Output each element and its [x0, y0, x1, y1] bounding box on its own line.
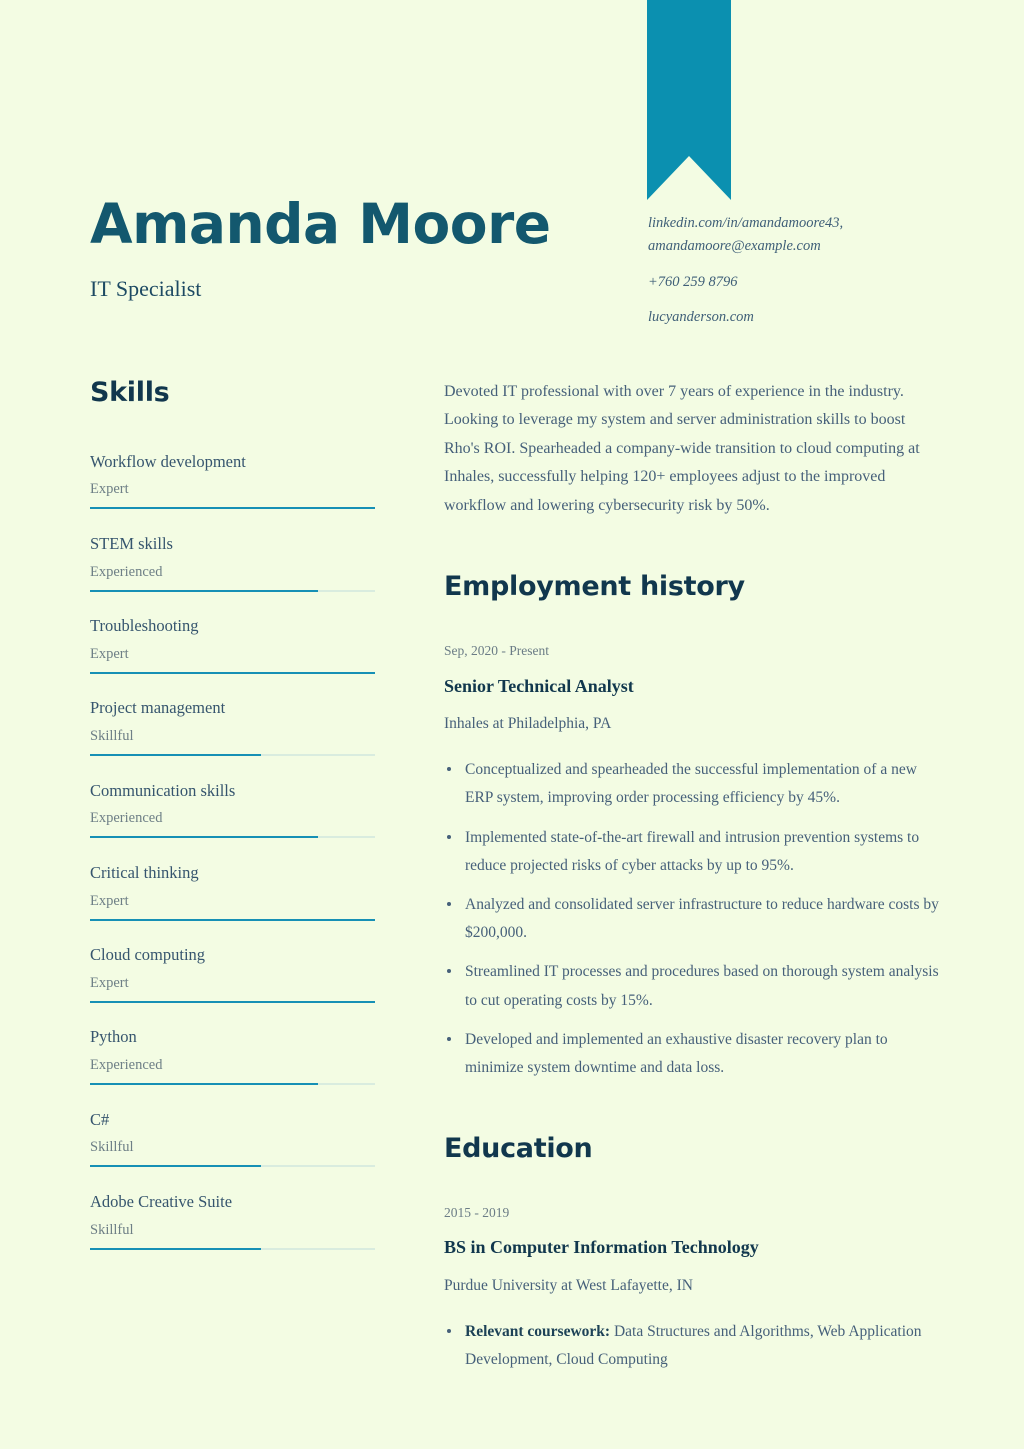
bullet-item: Developed and implemented an exhaustive disaster recovery plan to minimize system downtime and data loss. [444, 1026, 940, 1082]
experience-entry [444, 642, 940, 1082]
skill-rating-fill [90, 672, 375, 674]
skill-level: Skillful [90, 1221, 134, 1238]
profile-summary: Devoted IT professional with over 7 years of experience in the industry. Looking to leverage my system and server administration skills to boost Rho's ROI. Spearheaded a company-wide transition to cloud computing at Inhales, successfully helping 120+ employees adjust to the improved workflow and lowering cybersecurity risk by 50%. [444, 383, 920, 514]
skill-item [90, 698, 376, 756]
skill-rating-fill [90, 507, 375, 509]
entry-organization: Purdue University at West Lafayette, IN [444, 1276, 693, 1294]
skill-level: Experienced [90, 1057, 163, 1074]
skill-rating-bar [90, 919, 375, 921]
education-entries [444, 1204, 940, 1374]
contact-block [648, 212, 938, 330]
skill-rating-bar [90, 1083, 375, 1085]
skill-item [90, 534, 376, 592]
section-title-employment: Employment history [444, 571, 745, 603]
skill-item [90, 1110, 376, 1168]
skill-level: Expert [90, 645, 129, 662]
entry-title: Senior Technical Analyst [444, 675, 634, 696]
skill-name: Troubleshooting [90, 616, 199, 636]
contact-line[interactable]: lucyanderson.com [648, 309, 754, 326]
skill-name: Critical thinking [90, 862, 199, 882]
contact-line[interactable]: +760 259 8796 [648, 273, 738, 290]
entry-bullets [444, 756, 940, 1082]
education-section [444, 1134, 940, 1374]
employment-entries [444, 642, 940, 1082]
skill-name: Adobe Creative Suite [90, 1191, 233, 1211]
skill-rating-bar [90, 836, 375, 838]
entry-title: BS in Computer Information Technology [444, 1237, 759, 1258]
skill-rating-fill [90, 1083, 318, 1085]
skill-level: Expert [90, 974, 129, 991]
experience-entry [444, 1204, 940, 1374]
skill-rating-bar [90, 1165, 375, 1167]
section-title-education: Education [444, 1133, 593, 1165]
skill-level: Skillful [90, 1139, 134, 1156]
bullet-item: Analyzed and consolidated server infrastructure to reduce hardware costs by $200,000. [444, 891, 940, 947]
skill-level: Experienced [90, 810, 163, 827]
entry-date: 2015 - 2019 [444, 1204, 510, 1220]
bullet-item: Implemented state-of-the-art firewall and intrusion prevention systems to reduce projected risks of cyber attacks by up to 95%. [444, 824, 940, 880]
skill-rating-bar [90, 507, 375, 509]
skill-rating-fill [90, 754, 261, 756]
skill-name: Workflow development [90, 451, 246, 471]
skill-rating-fill [90, 590, 318, 592]
entry-date: Sep, 2020 - Present [444, 643, 549, 659]
entry-organization: Inhales at Philadelphia, PA [444, 714, 612, 732]
skill-level: Expert [90, 892, 129, 909]
skill-level: Expert [90, 481, 129, 498]
skill-item [90, 863, 376, 921]
skill-name: Python [90, 1027, 137, 1047]
skill-rating-bar [90, 754, 375, 756]
skill-level: Experienced [90, 563, 163, 580]
skill-item [90, 781, 376, 839]
bullet-item: Relevant coursework: Data Structures and Algorithms, Web Application Development, Cloud Computing [444, 1318, 940, 1374]
skill-item [90, 616, 376, 674]
section-title-skills: Skills [90, 377, 170, 408]
sidebar-column [90, 378, 376, 1274]
skill-name: C# [90, 1109, 110, 1129]
bullet-item: Streamlined IT processes and procedures based on thorough system analysis to cut operating costs by 15%. [444, 958, 940, 1014]
skill-item [90, 1027, 376, 1085]
skill-name: STEM skills [90, 533, 173, 553]
candidate-name: Amanda Moore [90, 192, 551, 256]
candidate-job-title: IT Specialist [90, 275, 202, 301]
skill-rating-bar [90, 1248, 375, 1250]
skill-rating-fill [90, 919, 375, 921]
bullet-item: Conceptualized and spearheaded the successful implementation of a new ERP system, improving order processing efficiency by 45%. [444, 756, 940, 812]
skill-name: Project management [90, 698, 226, 718]
skill-rating-fill [90, 1248, 261, 1250]
skill-rating-fill [90, 1001, 375, 1003]
skill-item [90, 945, 376, 1003]
skill-item [90, 452, 376, 510]
skill-name: Cloud computing [90, 945, 206, 965]
skill-level: Skillful [90, 728, 134, 745]
skills-list [90, 452, 376, 1250]
employment-section [444, 572, 940, 1082]
skill-rating-bar [90, 672, 375, 674]
skill-rating-fill [90, 1165, 261, 1167]
contact-line[interactable]: linkedin.com/in/amandamoore43, amandamoore@example.com [648, 215, 844, 255]
skill-rating-bar [90, 1001, 375, 1003]
skill-name: Communication skills [90, 780, 236, 800]
main-column [444, 378, 940, 1385]
decorative-ribbon [647, 0, 731, 200]
entry-bullets [444, 1318, 940, 1374]
skill-item [90, 1192, 376, 1250]
skill-rating-fill [90, 836, 318, 838]
skill-rating-bar [90, 590, 375, 592]
